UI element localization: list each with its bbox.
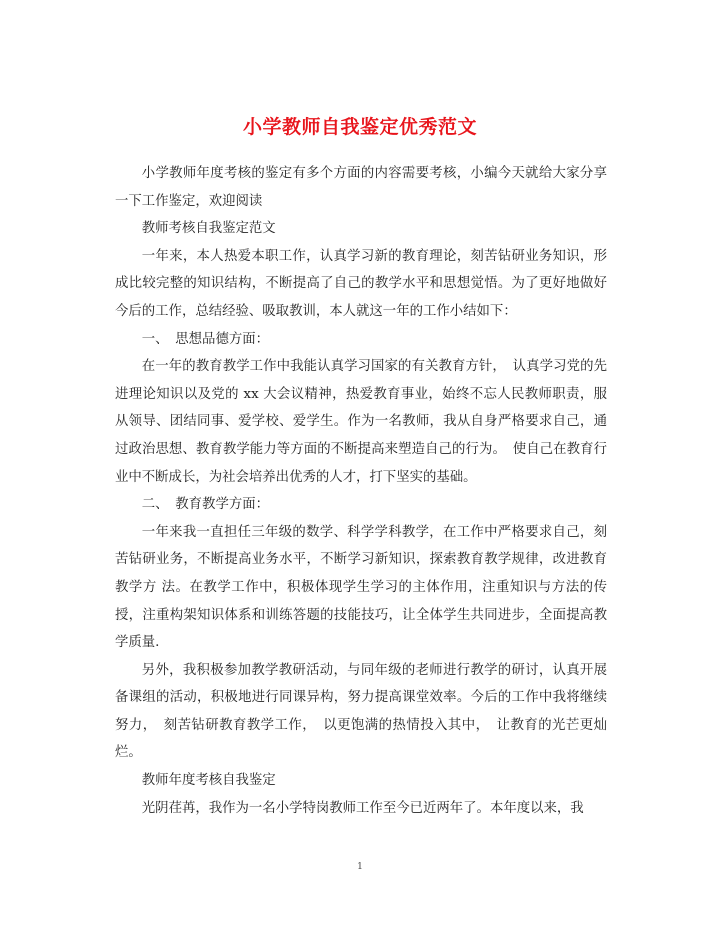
ideology-paragraph: 在一年的教育教学工作中我能认真学习国家的有关教育方针， 认真学习党的先进理论知识以及党的 xx 大会议精神，热爱教育事业，始终不忘人民教师职责，服从领导、团结同事、爱学校、爱学生。作为一名教师，我从自身严格要求自己，通过政治思想、教育教学能力等方面的不断提高来塑造自己的行为。 使自己在教育行业中不断成长，为社会培养出优秀的人才，打下坚实的基础。 xyxy=(115,359,607,485)
document-body xyxy=(115,160,607,822)
teaching-paragraph: 一年来我一直担任三年级的数学、科学学科教学，在工作中严格要求自己，刻苦钻研业务，不断提高业务水平，不断学习新知识，探索教育教学规律，改进教育教学方 法。在教学工作中，积极体现学生学习的主体作用，注重知识与方法的传授，注重构架知识体系和训练答题的技能技巧，让全体学生共同进步，全面提高教学质量. xyxy=(115,524,607,651)
summary-paragraph: 一年来，本人热爱本职工作，认真学习新的教育理论，刻苦钻研业务知识，形成比较完整的知识结构，不断提高了自己的教学水平和思想觉悟。为了更好地做好今后的工作，总结经验、吸取教训，本人就这一年的工作小结如下： xyxy=(115,248,607,319)
research-paragraph: 另外，我积极参加教学教研活动，与同年级的老师进行教学的研讨，认真开展备课组的活动，积极地进行同课异构，努力提高课堂效率。今后的工作中我将继续努力， 刻苦钻研教育教学工作， 以更饱满的热情投入其中， 让教育的光芒更灿烂。 xyxy=(115,662,607,761)
section-heading-teacher-review: 教师考核自我鉴定范文 xyxy=(141,221,276,237)
annual-review-paragraph: 光阴荏苒，我作为一名小学特岗教师工作至今已近两年了。本年度以来，我 xyxy=(141,800,584,816)
section-heading-ideology: 一、 思想品德方面： xyxy=(141,331,270,347)
document-title: 小学教师自我鉴定优秀范文 xyxy=(242,115,477,138)
section-heading-annual-review: 教师年度考核自我鉴定 xyxy=(141,773,276,789)
page-number: 1 xyxy=(357,862,363,872)
section-heading-teaching: 二、 教育教学方面： xyxy=(141,497,270,513)
intro-paragraph: 小学教师年度考核的鉴定有多个方面的内容需要考核，小编今天就给大家分享一下工作鉴定，欢迎阅读 xyxy=(115,166,607,209)
